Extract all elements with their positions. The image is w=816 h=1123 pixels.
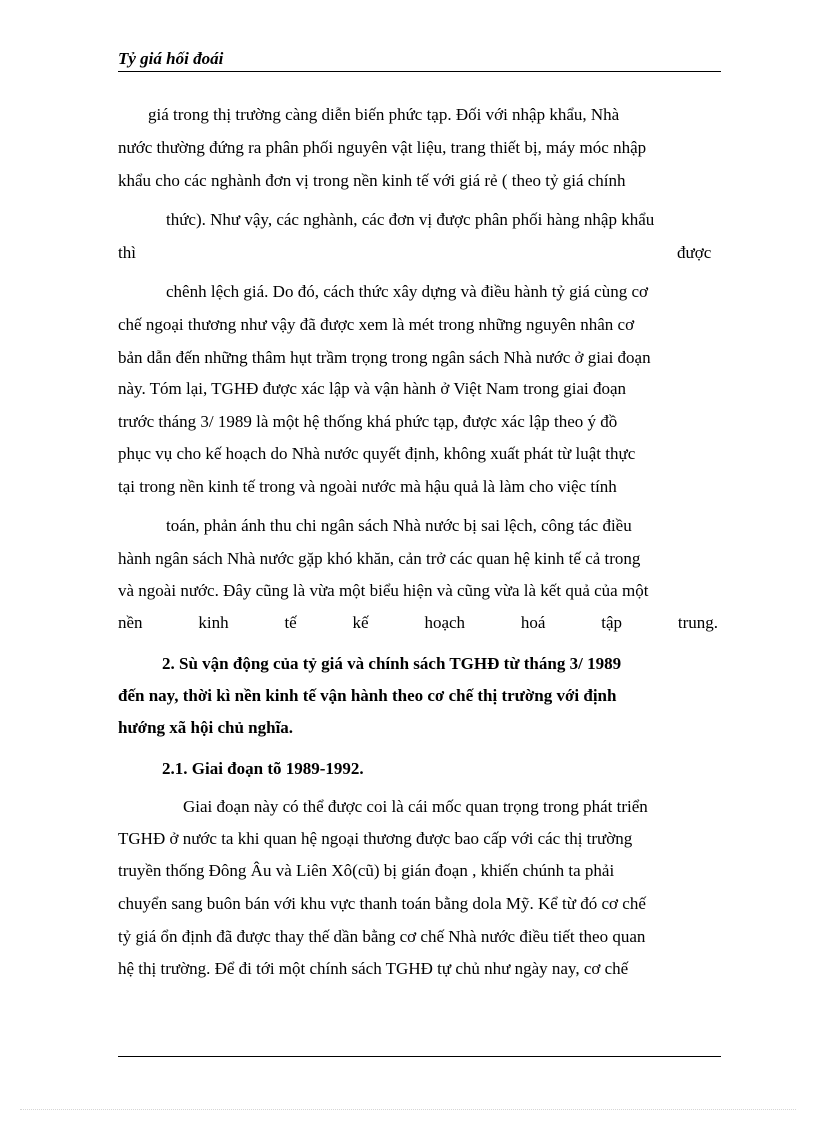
text-line: chế ngoại thương như vậy đã được xem là mét trong những nguyên nhân cơ [118, 315, 635, 334]
text-line: nền kinh tế kế hoạch hoá tập trung. [118, 613, 718, 632]
subsection-heading: 2.1. Giai đoạn tõ 1989-1992. [162, 759, 364, 778]
text-line: hệ thị trường. Để đi tới một chính sách TGHĐ tự chủ như ngày nay, cơ chế [118, 959, 629, 978]
text-line: TGHĐ ở nước ta khi quan hệ ngoại thương được bao cấp với các thị trường [118, 829, 633, 848]
text-line: Giai đoạn này có thể được coi là cái mốc quan trọng trong phát triển [183, 797, 648, 816]
text-line: nước thường đứng ra phân phối nguyên vật liệu, trang thiết bị, máy móc nhập [118, 138, 647, 157]
header-rule [118, 71, 721, 72]
text-line: toán, phản ánh thu chi ngân sách Nhà nước bị sai lệch, công tác điều [166, 516, 632, 535]
section-heading-line: 2. Sù vận động của tỷ giá và chính sách TGHĐ từ tháng 3/ 1989 [162, 654, 622, 673]
text-line: chênh lệch giá. Do đó, cách thức xây dựng và điều hành tỷ giá cùng cơ [166, 282, 649, 301]
text-line: thức). Như vậy, các nghành, các đơn vị được phân phối hàng nhập khẩu [166, 210, 655, 229]
text-line: phục vụ cho kế hoạch do Nhà nước quyết định, không xuất phát từ luật thực [118, 444, 636, 463]
text-line: trước tháng 3/ 1989 là một hệ thống khá phức tạp, được xác lập theo ý đồ [118, 412, 618, 431]
text-line: giá trong thị trường càng diễn biến phức tạp. Đối với nhập khẩu, Nhà [148, 105, 620, 124]
text-line: tỷ giá ổn định đã được thay thế dần bằng cơ chế Nhà nước điều tiết theo quan [118, 927, 646, 946]
text-line: tại trong nền kinh tế trong và ngoài nước mà hậu quả là làm cho việc tính [118, 477, 617, 496]
text-line: được [677, 243, 712, 262]
footer-rule [118, 1056, 721, 1057]
section-heading-line: đến nay, thời kì nền kinh tế vận hành theo cơ chế thị trường với định [118, 686, 617, 705]
text-line: này. Tóm lại, TGHĐ được xác lập và vận hành ở Việt Nam trong giai đoạn [118, 379, 627, 398]
page-edge-dotted-line [20, 1109, 796, 1110]
text-line: truyền thống Đông Âu và Liên Xô(cũ) bị gián đoạn , khiến chúnh ta phải [118, 861, 615, 880]
text-line: bản dẫn đến những thâm hụt trầm trọng trong ngân sách Nhà nước ở giai đoạn [118, 348, 651, 367]
text-line: khẩu cho các nghành đơn vị trong nền kinh tế với giá rẻ ( theo tỷ giá chính [118, 171, 626, 190]
text-line: chuyển sang buôn bán với khu vực thanh toán bằng dola Mỹ. Kể từ đó cơ chế [118, 894, 646, 913]
text-line: thì [118, 243, 136, 262]
text-line: hành ngân sách Nhà nước gặp khó khăn, cản trở các quan hệ kinh tế cả trong [118, 549, 641, 568]
text-line: và ngoài nước. Đây cũng là vừa một biểu hiện và cũng vừa là kết quả của một [118, 581, 649, 600]
section-heading-line: hướng xã hội chủ nghĩa. [118, 718, 294, 737]
page-header-title: Tỷ giá hối đoái [118, 49, 224, 68]
